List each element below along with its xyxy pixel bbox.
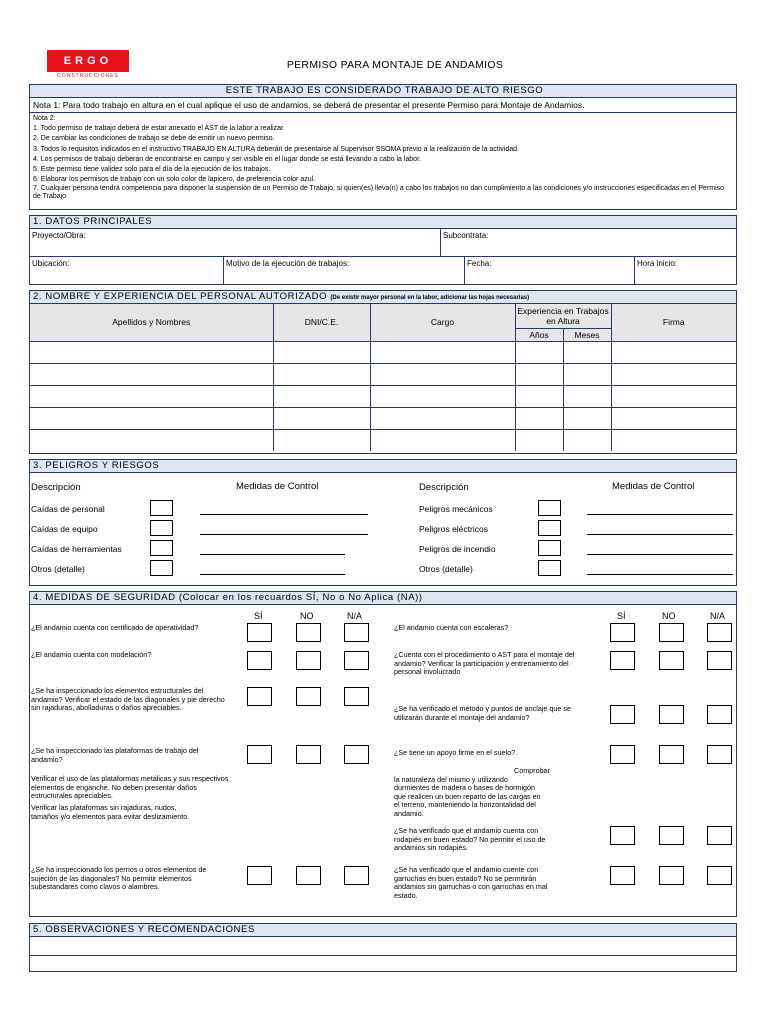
- section-1-title: 1. DATOS PRINCIPALES: [30, 216, 736, 229]
- descripcion-header-right: Descripción: [419, 482, 469, 493]
- safety-question: ¿Se ha inspeccionado los pernos u otros elementos de sujeción de las diagonales? No permitir elementos subestandares como clavos o alambres.: [31, 865, 207, 892]
- col-meses: Meses: [563, 328, 611, 341]
- safety-question: Verificar las plataformas sin rajaduras, nudos, tamaños y/o elementos para evitar deslizamiento.: [31, 803, 190, 821]
- logo-text: ERGO: [47, 50, 129, 72]
- control-measure-line[interactable]: [200, 514, 368, 515]
- section-2-title: [30, 291, 736, 304]
- cell-input[interactable]: [563, 363, 611, 385]
- safety-question: ¿El andamio cuenta con certificado de operatividad?: [31, 623, 199, 632]
- answer-no-checkbox[interactable]: [296, 623, 321, 642]
- note-2-item: 1. Todo permiso de trabajo deberá de estar anexado el AST de la labor a realizar.: [33, 125, 285, 133]
- note-1: Nota 1: Para todo trabajo en altura en el cual aplique el uso de andamios, se deberá de presentar el presente Permiso para Montaje de Andamios.: [30, 98, 736, 113]
- answer-si-checkbox[interactable]: [610, 623, 635, 642]
- proyecto-label: Proyecto/Obra:: [32, 231, 86, 240]
- note-2-item: 3. Todos lo requisitos indicados en el instructivo TRABAJO EN ALTURA deberán de presentarse al Supervisor SSOMA previo a la realización de la actividad.: [33, 145, 519, 153]
- observation-line[interactable]: [30, 937, 736, 956]
- safety-question: ¿Se ha verificado que el andamio cuente con garruchas en buen estado? No se permitirán andamios sin garruchas o con garruchas en mal estado.: [394, 865, 548, 900]
- control-measure-line[interactable]: [200, 534, 368, 535]
- answer-na-checkbox[interactable]: [707, 651, 732, 670]
- hazard-label: Peligros de incendio: [419, 544, 496, 554]
- cell-input[interactable]: [563, 429, 611, 451]
- hazard-checkbox[interactable]: [150, 560, 173, 576]
- cell-input[interactable]: [30, 341, 273, 363]
- answer-si-checkbox[interactable]: [247, 745, 272, 764]
- answer-no-checkbox[interactable]: [659, 745, 684, 764]
- safety-question: ¿El andamio cuenta con modelación?: [31, 650, 152, 659]
- section-2-note: (De existir mayor personal en la labor, adicionar las hojas necesarias): [330, 295, 530, 301]
- hazard-checkbox[interactable]: [538, 540, 561, 556]
- hazard-checkbox[interactable]: [150, 540, 173, 556]
- answer-no-checkbox[interactable]: [296, 687, 321, 706]
- note-2-item: 4. Los permisos de trabajo deberán de encontrarse en campo y ser visible en el lugar donde se está llevando a cabo la labor.: [33, 155, 421, 163]
- cell-input[interactable]: [563, 341, 611, 363]
- col-si-right: SÍ: [617, 611, 626, 621]
- col-cargo: Cargo: [370, 304, 515, 341]
- col-anios: Años: [515, 328, 563, 341]
- cell-input[interactable]: [30, 363, 273, 385]
- personal-table: [30, 304, 736, 451]
- table-row: [30, 407, 736, 429]
- control-measure-line[interactable]: [587, 574, 733, 575]
- section-peligros: [29, 459, 737, 586]
- note-2-item: 2. De cambiar las condiciones de trabajo se debe de emitir un nuevo permiso.: [33, 135, 275, 143]
- cell-input[interactable]: [611, 385, 736, 407]
- cell-input[interactable]: [611, 341, 736, 363]
- answer-no-checkbox[interactable]: [659, 866, 684, 885]
- safety-question: ¿Se ha inspeccionado los elementos estructurales del andamio? Verificar el estado de las diagonales y pie derecho sin rajaduras, abolladuras o daños apreciables.: [31, 686, 225, 713]
- subcontrata-label: Subcontrata:: [443, 231, 489, 240]
- col-nombres: Apellidos y Nombres: [30, 304, 273, 341]
- cell-input[interactable]: [370, 385, 515, 407]
- safety-question: ¿Cuenta con el procedimiento o AST para el montaje del andamio? Verificar la participación y entrenamiento del personal involucrado: [394, 650, 575, 677]
- answer-na-checkbox[interactable]: [707, 623, 732, 642]
- section-3-title: 3. PELIGROS Y RIESGOS: [30, 460, 736, 473]
- answer-si-checkbox[interactable]: [247, 866, 272, 885]
- observation-line[interactable]: [30, 956, 736, 972]
- ubicacion-label: Ubicación:: [32, 259, 70, 268]
- subcontrata-field[interactable]: [441, 229, 736, 256]
- answer-na-checkbox[interactable]: [707, 705, 732, 724]
- safety-question: Verificar el uso de las plataformas metálicas y sus respectivos elementos de enganche. No deben presentar daños estructurales apreciables.: [31, 774, 229, 801]
- hora-label: Hora inicio:: [637, 259, 678, 268]
- safety-question: ¿Se ha inspeccionado las plataformas de trabajo del andamio?: [31, 746, 199, 764]
- control-measure-line[interactable]: [200, 554, 345, 555]
- note-2-item: 5. Este permiso tiene validez solo para el día de la ejecución de los trabajos.: [33, 166, 271, 174]
- ubicacion-field[interactable]: [30, 257, 224, 284]
- hazard-label: Caídas de personal: [31, 504, 105, 514]
- cell-input[interactable]: [370, 407, 515, 429]
- section-personal: [29, 290, 737, 454]
- cell-input[interactable]: [370, 341, 515, 363]
- table-row: [30, 341, 736, 363]
- answer-na-checkbox[interactable]: [344, 866, 369, 885]
- col-no-left: NO: [300, 611, 314, 621]
- hazard-label: Otros (detalle): [419, 564, 473, 574]
- control-measure-line[interactable]: [587, 534, 733, 535]
- answer-si-checkbox[interactable]: [247, 651, 272, 670]
- cell-input[interactable]: [30, 385, 273, 407]
- table-row: [30, 429, 736, 451]
- company-logo: [47, 50, 129, 78]
- hazard-checkbox[interactable]: [538, 500, 561, 516]
- answer-na-checkbox[interactable]: [707, 826, 732, 845]
- col-dni: DNI/C.E.: [273, 304, 370, 341]
- motivo-label: Motivo de la ejecución de trabajos:: [226, 259, 350, 268]
- hazard-checkbox[interactable]: [150, 520, 173, 536]
- answer-no-checkbox[interactable]: [296, 745, 321, 764]
- section-datos-principales: [29, 215, 737, 285]
- answer-no-checkbox[interactable]: [659, 826, 684, 845]
- cell-input[interactable]: [515, 363, 563, 385]
- cell-input[interactable]: [611, 407, 736, 429]
- answer-si-checkbox[interactable]: [610, 866, 635, 885]
- control-measure-line[interactable]: [587, 514, 733, 515]
- cell-input[interactable]: [370, 429, 515, 451]
- answer-na-checkbox[interactable]: [344, 651, 369, 670]
- hazard-label: Otros (detalle): [31, 564, 85, 574]
- hazard-checkbox[interactable]: [538, 520, 561, 536]
- logo-subtitle: CONSTRUCCIONES: [57, 73, 119, 79]
- cell-input[interactable]: [273, 407, 370, 429]
- answer-na-checkbox[interactable]: [707, 866, 732, 885]
- descripcion-header-left: Descripción: [31, 482, 81, 493]
- proyecto-field[interactable]: [30, 229, 441, 256]
- answer-na-checkbox[interactable]: [707, 745, 732, 764]
- table-row: [30, 385, 736, 407]
- answer-si-checkbox[interactable]: [247, 687, 272, 706]
- note-2-item: 6. Elaborar los permisos de trabajo con un solo color de lapicero, de preferencia color azul.: [33, 176, 316, 184]
- hazard-label: Peligros eléctricos: [419, 524, 488, 534]
- hazard-label: Caídas de equipo: [31, 524, 98, 534]
- table-row: [30, 363, 736, 385]
- safety-question: Comprobar la naturaleza del mismo y utilizando durmientes de madera o bases de hormigón que realicen un buen reparto de las cargas en el terreno, manteniendo la horizontalidad del andamio.: [394, 766, 550, 818]
- col-no-right: NO: [662, 611, 676, 621]
- col-si-left: SÍ: [254, 611, 263, 621]
- cell-input[interactable]: [273, 385, 370, 407]
- fecha-label: Fecha:: [467, 259, 492, 268]
- answer-si-checkbox[interactable]: [610, 705, 635, 724]
- motivo-field[interactable]: [224, 257, 465, 284]
- cell-input[interactable]: [515, 341, 563, 363]
- cell-input[interactable]: [563, 407, 611, 429]
- intro-section: [29, 84, 737, 210]
- section-2-title-text: 2. NOMBRE Y EXPERIENCIA DEL PERSONAL AUTORIZADO: [33, 291, 328, 302]
- hazard-checkbox[interactable]: [538, 560, 561, 576]
- page-title: PERMISO PARA MONTAJE DE ANDAMIOS: [286, 59, 504, 71]
- medidas-header-right: Medidas de Control: [612, 481, 695, 492]
- answer-si-checkbox[interactable]: [610, 651, 635, 670]
- safety-question: ¿El andamio cuenta con escaleras?: [394, 623, 509, 632]
- cell-input[interactable]: [273, 363, 370, 385]
- note-2-title: Nota 2:: [33, 115, 56, 122]
- hazard-checkbox[interactable]: [150, 500, 173, 516]
- cell-input[interactable]: [515, 407, 563, 429]
- note-2-item: 7. Cualquier persona tendrá competencia para disponer la suspensión de un Permiso de Trabajo, si quien(es) lleva(n) a cabo los trabajos no dan cumplimiento a las condiciones y/o instrucciones especificadas en el Permiso de Trabajo: [33, 185, 725, 201]
- answer-no-checkbox[interactable]: [296, 651, 321, 670]
- answer-no-checkbox[interactable]: [659, 651, 684, 670]
- hora-field[interactable]: [635, 257, 736, 284]
- answer-no-checkbox[interactable]: [296, 866, 321, 885]
- cell-input[interactable]: [515, 385, 563, 407]
- section-observaciones: [29, 923, 737, 972]
- answer-no-checkbox[interactable]: [659, 705, 684, 724]
- control-measure-line[interactable]: [587, 554, 733, 555]
- hazard-label: Caídas de herramientas: [31, 544, 122, 554]
- col-na-left: N/A: [347, 611, 363, 621]
- section-4-title: 4. MEDIDAS DE SEGURIDAD (Colocar en los recuardos SÍ, No o No Aplica (NA)): [30, 592, 736, 605]
- answer-si-checkbox[interactable]: [247, 623, 272, 642]
- safety-question: ¿Se ha verificado el método y puntos de anclaje que se utilizarán durante el montaje del andamio?: [394, 704, 572, 722]
- cell-input[interactable]: [273, 429, 370, 451]
- cell-input[interactable]: [563, 385, 611, 407]
- fecha-field[interactable]: [465, 257, 635, 284]
- high-risk-banner: ESTE TRABAJO ES CONSIDERADO TRABAJO DE ALTO RIESGO: [30, 85, 736, 98]
- safety-question: ¿Se tiene un apoyo firme en el suelo?.: [394, 748, 518, 757]
- section-5-title: 5. OBSERVACIONES Y RECOMENDACIONES: [30, 924, 736, 937]
- cell-input[interactable]: [611, 429, 736, 451]
- answer-na-checkbox[interactable]: [344, 745, 369, 764]
- answer-na-checkbox[interactable]: [344, 623, 369, 642]
- cell-input[interactable]: [611, 363, 736, 385]
- cell-input[interactable]: [370, 363, 515, 385]
- safety-question: ¿Se ha verificado que el andamio cuenta con rodapiés en buen estado? No permitir el uso de andamios sin rodapiés.: [394, 826, 546, 853]
- answer-no-checkbox[interactable]: [659, 623, 684, 642]
- cell-input[interactable]: [273, 341, 370, 363]
- col-firma: Firma: [611, 304, 736, 341]
- hazard-label: Peligros mecánicos: [419, 504, 493, 514]
- control-measure-line[interactable]: [200, 574, 345, 575]
- note-2: [30, 113, 736, 202]
- answer-si-checkbox[interactable]: [610, 745, 635, 764]
- answer-na-checkbox[interactable]: [344, 687, 369, 706]
- cell-input[interactable]: [30, 429, 273, 451]
- answer-si-checkbox[interactable]: [610, 826, 635, 845]
- cell-input[interactable]: [515, 429, 563, 451]
- cell-input[interactable]: [30, 407, 273, 429]
- medidas-header-left: Medidas de Control: [236, 481, 319, 492]
- col-experiencia: Experiencia en Trabajos en Altura: [515, 304, 611, 328]
- col-na-right: N/A: [710, 611, 726, 621]
